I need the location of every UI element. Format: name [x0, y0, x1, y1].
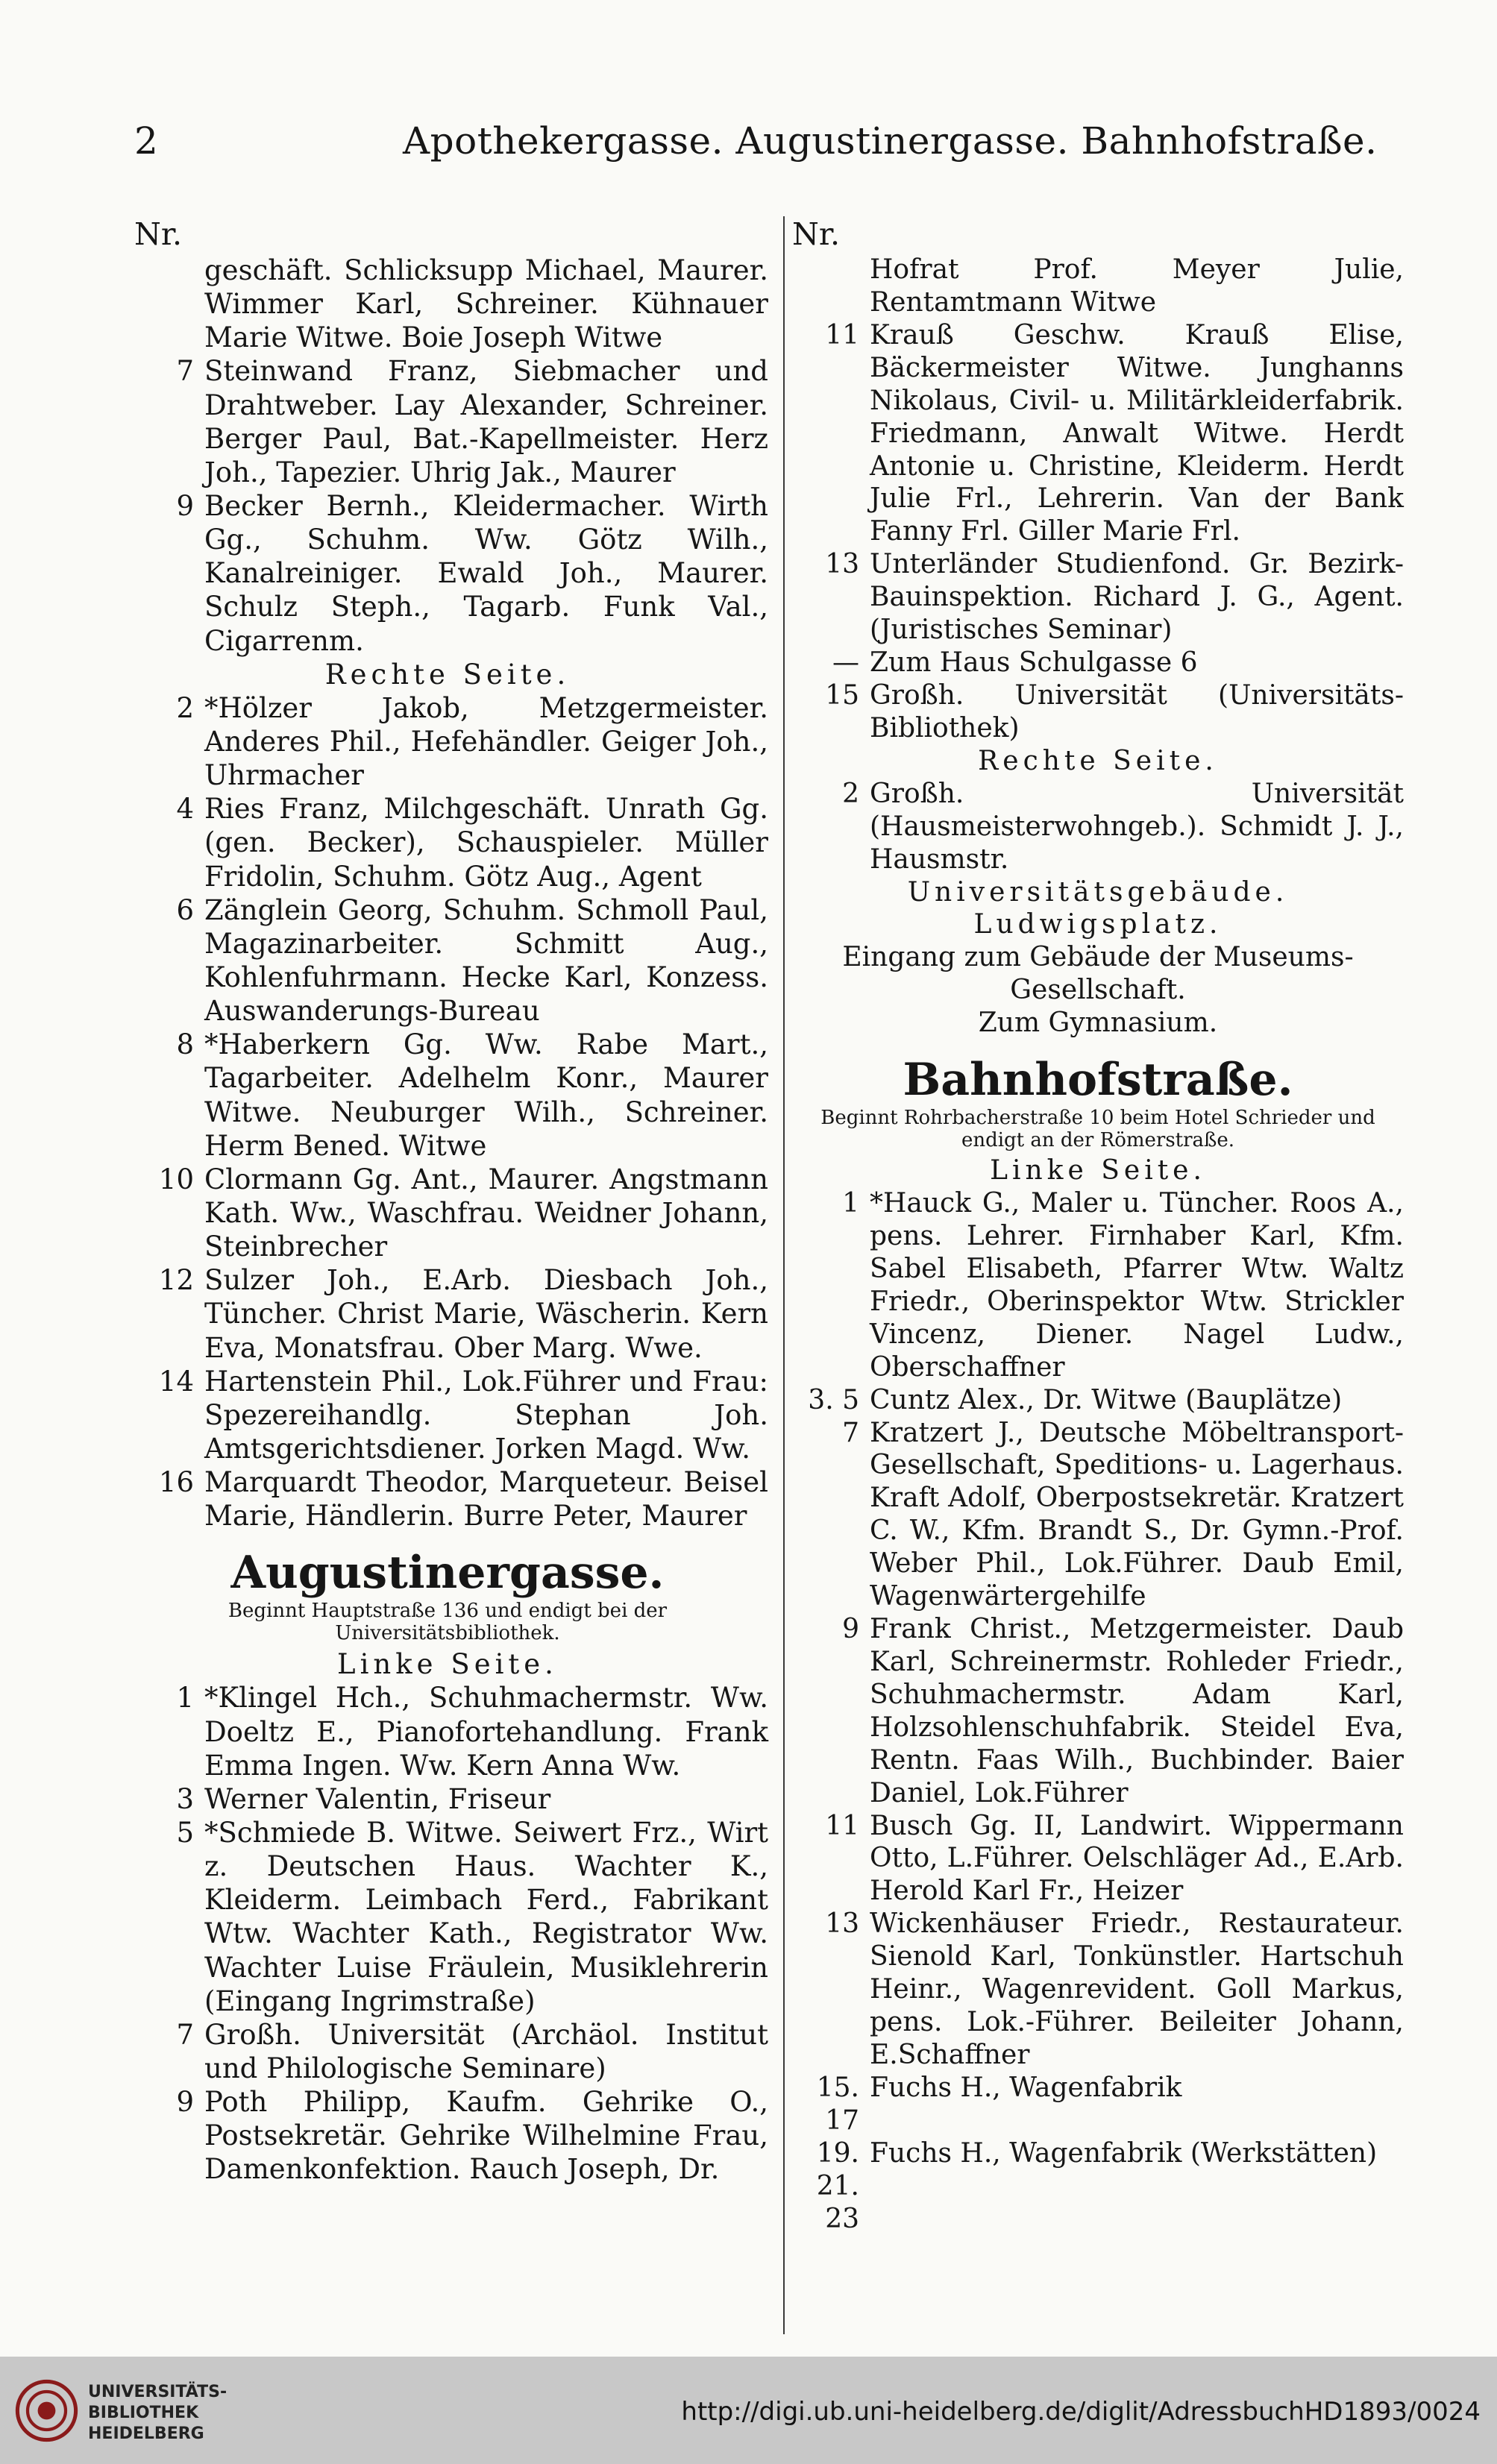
address-entry: [792, 1417, 1404, 1614]
house-number: 8: [176, 1028, 194, 1061]
house-number: 3: [176, 1782, 194, 1815]
house-number: 14: [158, 1365, 194, 1398]
entry-text: Krauß Geschw. Krauß Elise, Bäckermeister Witwe. Junghanns Nikolaus, Civil- u. Militärkleiderfabrik. Friedmann, Anwalt Witwe. Herdt Antonie u. Christine, Kleiderm. Herdt Julie Frl., Lehrerin. Van der Bank Fanny Frl. Giller Marie Frl.: [870, 319, 1404, 547]
entry-text: Frank Christ., Metzgermeister. Daub Karl, Schreinermstr. Rohleder Friedr., Schuhmachermstr. Adam Karl, Holzsohlenschuhfabrik. Steidel Eva, Rentn. Faas Wilh., Buchbinder. Baier Daniel, Lok.Führer: [870, 1614, 1404, 1808]
address-entry: [127, 691, 768, 792]
address-entry: [127, 792, 768, 893]
house-number: —: [832, 647, 859, 679]
street-description: Beginnt Hauptstraße 136 und endigt bei der Universitätsbibliothek.: [227, 1600, 668, 1645]
side-heading: Linke Seite.: [337, 1648, 558, 1681]
address-entry: [127, 1681, 768, 1782]
entry-text: Hartenstein Phil., Lok.Führer und Frau: Spezereihandlg. Stephan Joh. Amtsgerichtsdiener. Jorken Magd. Ww.: [204, 1365, 768, 1465]
entry-text: Unterländer Studienfond. Gr. Bezirk-Bauinspektion. Richard J. G., Agent. (Juristisches Seminar): [870, 549, 1404, 646]
house-number: 11: [825, 319, 859, 351]
house-number: 1: [842, 1188, 859, 1219]
house-number: 9: [176, 2086, 194, 2119]
house-number: 13: [825, 549, 859, 580]
entry-text: Ries Franz, Milchgeschäft. Unrath Gg. (gen. Becker), Schauspieler. Müller Fridolin, Schuhm. Götz Aug., Agent: [204, 793, 768, 893]
entry-text: Zänglein Georg, Schuhm. Schmoll Paul, Magazinarbeiter. Schmitt Aug., Kohlenfuhrmann. Hecke Karl, Konzess. Auswanderungs-Bureau: [204, 893, 768, 1028]
entry-text: Clormann Gg. Ant., Maurer. Angstmann Kath. Ww., Waschfrau. Weidner Johann, Steinbrecher: [204, 1163, 768, 1263]
centered-note: Eingang zum Gebäude der Museums-Gesellschaft.: [842, 942, 1354, 1006]
side-heading: Linke Seite.: [990, 1155, 1206, 1187]
entry-continuation: geschäft. Schlicksupp Michael, Maurer. Wimmer Karl, Schreiner. Kühnauer Marie Witwe. Boie Joseph Witwe: [204, 254, 768, 354]
nr-label-right: Nr.: [792, 216, 841, 252]
house-number: 3. 5: [808, 1384, 859, 1415]
entry-text: Wickenhäuser Friedr., Restaurateur. Sienold Karl, Tonkünstler. Hartschuh Heinr., Wagenrevident. Goll Markus, pens. Lok.-Führer. Beileiter Johann, E.Schaffner: [870, 1908, 1404, 2071]
entry-text: Busch Gg. II, Landwirt. Wippermann Otto, L.Führer. Oelschläger Ad., E.Arb. Herold Karl Fr., Heizer: [870, 1810, 1404, 1907]
page-number: 2: [134, 119, 158, 163]
entry-text: Sulzer Joh., E.Arb. Diesbach Joh., Tüncher. Christ Marie, Wäscherin. Kern Eva, Monatsfrau. Ober Marg. Wwe.: [204, 1264, 768, 1364]
side-heading: Rechte Seite.: [978, 745, 1218, 776]
street-heading: Bahnhofstraße.: [903, 1054, 1293, 1107]
entry-text: Kratzert J., Deutsche Möbeltransport-Gesellschaft, Speditions- u. Lagerhaus. Kraft Adolf, Oberpostsekretär. Kratzert C. W., Kfm. Brandt S., Dr. Gymn.-Prof. Weber Phil., Lok.Führer. Daub Emil, Wagenwärtergehilfe: [870, 1417, 1404, 1612]
left-column: [127, 254, 768, 2187]
house-number: 15: [825, 679, 859, 711]
entry-text: Werner Valentin, Friseur: [204, 1782, 551, 1815]
entry-text: Großh. Universität (Universitäts-Bibliothek): [870, 679, 1404, 744]
house-number: 2: [176, 691, 194, 724]
house-number: 16: [158, 1466, 194, 1499]
address-entry: [127, 489, 768, 658]
address-entry: [127, 354, 768, 489]
address-entry: [792, 679, 1404, 745]
street-description: Beginnt Rohrbacherstraße 10 beim Hotel Schrieder und endigt an der Römerstraße.: [820, 1107, 1375, 1152]
house-number: 2: [842, 778, 859, 809]
right-column: [792, 254, 1404, 2236]
address-entry: [127, 893, 768, 1028]
entry-text: Becker Bernh., Kleidermacher. Wirth Gg., Schuhm. Ww. Götz Wilh., Kanalreiniger. Ewald Joh., Maurer. Schulz Steph., Tagarb. Funk Val., Cigarrenm.: [204, 489, 768, 657]
running-title: Apothekergasse. Augustinergasse. Bahnhofstraße.: [403, 119, 1378, 163]
house-number: 5: [176, 1817, 194, 1849]
house-number: 7: [176, 355, 194, 388]
house-number: 4: [176, 793, 194, 826]
house-number: 13: [825, 1908, 859, 1940]
address-entry: [127, 1465, 768, 1533]
side-heading: Universitätsgebäude.: [907, 876, 1289, 908]
address-entry: [127, 2018, 768, 2085]
address-entry: [792, 778, 1404, 876]
address-entry: [127, 1028, 768, 1163]
house-number: 1: [176, 1682, 194, 1715]
entry-continuation: Hofrat Prof. Meyer Julie, Rentamtmann Witwe: [870, 254, 1404, 318]
entry-text: *Hauck G., Maler u. Tüncher. Roos A., pens. Lehrer. Firnhaber Karl, Kfm. Sabel Elisabeth, Pfarrer Wtw. Waltz Friedr., Oberinspektor Wtw. Strickler Vincenz, Diener. Nagel Ludw., Oberschaffner: [870, 1188, 1404, 1383]
column-divider: [783, 216, 785, 2334]
footer-bar: [0, 2357, 1497, 2464]
side-heading: Rechte Seite.: [324, 658, 571, 691]
address-entry: [127, 1365, 768, 1465]
address-entry: [792, 548, 1404, 647]
entry-text: *Hölzer Jakob, Metzgermeister. Anderes Phil., Hefehändler. Geiger Joh., Uhrmacher: [204, 691, 768, 792]
library-logo-icon: [15, 2379, 78, 2442]
source-url[interactable]: http://digi.ub.uni-heidelberg.de/diglit/AdressbuchHD1893/0024: [681, 2397, 1481, 2427]
address-entry: [792, 1384, 1404, 1417]
address-entry: [792, 1187, 1404, 1384]
address-entry: [127, 1782, 768, 1816]
entry-text: *Klingel Hch., Schuhmachermstr. Ww. Doeltz E., Pianofortehandlung. Frank Emma Ingen. Ww. Kern Anna Ww.: [204, 1682, 768, 1782]
house-number: 12: [158, 1264, 194, 1297]
house-number: 7: [176, 2018, 194, 2051]
entry-text: Poth Philipp, Kaufm. Gehrike O., Postsekretär. Gehrike Wilhelmine Frau, Damenkonfektion. Rauch Joseph, Dr.: [204, 2086, 768, 2186]
house-number: 10: [158, 1163, 194, 1195]
address-entry: [792, 1908, 1404, 2072]
entry-text: Zum Haus Schulgasse 6: [870, 647, 1198, 679]
entry-text: Steinwand Franz, Siebmacher und Drahtweber. Lay Alexander, Schreiner. Berger Paul, Bat.-Kapellmeister. Herz Joh., Tapezier. Uhrig Jak., Maurer: [204, 355, 768, 488]
address-entry: [792, 1810, 1404, 1908]
centered-note: Zum Gymnasium.: [978, 1008, 1218, 1039]
entry-text: Großh. Universität (Archäol. Institut und Philologische Seminare): [204, 2018, 768, 2085]
entry-text: Marquardt Theodor, Marqueteur. Beisel Marie, Händlerin. Burre Peter, Maurer: [204, 1466, 768, 1533]
house-number: 19. 21. 23: [816, 2137, 859, 2234]
house-number: 15. 17: [816, 2072, 859, 2136]
house-number: 9: [176, 489, 194, 522]
side-heading: Ludwigsplatz.: [973, 909, 1223, 940]
house-number: 7: [842, 1417, 859, 1448]
address-entry: [792, 2137, 1404, 2236]
entry-text: Cuntz Alex., Dr. Witwe (Bauplätze): [870, 1384, 1343, 1415]
address-entry: [792, 319, 1404, 548]
entry-text: *Schmiede B. Witwe. Seiwert Frz., Wirt z. Deutschen Haus. Wachter K., Kleiderm. Leimbach Ferd., Fabrikant Wtw. Wachter Kath., Registrator Ww. Wachter Luise Fräulein, Musiklehrerin (Eingang Ingrimstraße): [204, 1817, 768, 2017]
address-entry: [792, 2072, 1404, 2137]
entry-text: *Haberkern Gg. Ww. Rabe Mart., Tagarbeiter. Adelhelm Konr., Maurer Witwe. Neuburger Wilh., Schreiner. Herm Bened. Witwe: [204, 1028, 768, 1162]
house-number: 6: [176, 893, 194, 926]
address-entry: [792, 1613, 1404, 1810]
entry-text: Fuchs H., Wagenfabrik: [870, 2072, 1182, 2103]
address-entry: [127, 1163, 768, 1263]
street-heading: Augustinergasse.: [230, 1547, 665, 1600]
entry-text: Fuchs H., Wagenfabrik (Werkstätten): [870, 2137, 1378, 2169]
library-name: UNIVERSITÄTS- BIBLIOTHEK HEIDELBERG: [88, 2383, 227, 2443]
address-entry: [127, 2085, 768, 2186]
address-entry: [127, 1263, 768, 1364]
address-entry: [792, 647, 1404, 679]
entry-text: Großh. Universität (Hausmeisterwohngeb.). Schmidt J. J., Hausmstr.: [870, 778, 1404, 875]
nr-label-left: Nr.: [134, 216, 183, 252]
house-number: 9: [842, 1614, 859, 1645]
house-number: 11: [825, 1810, 859, 1841]
address-entry: [127, 1816, 768, 2018]
